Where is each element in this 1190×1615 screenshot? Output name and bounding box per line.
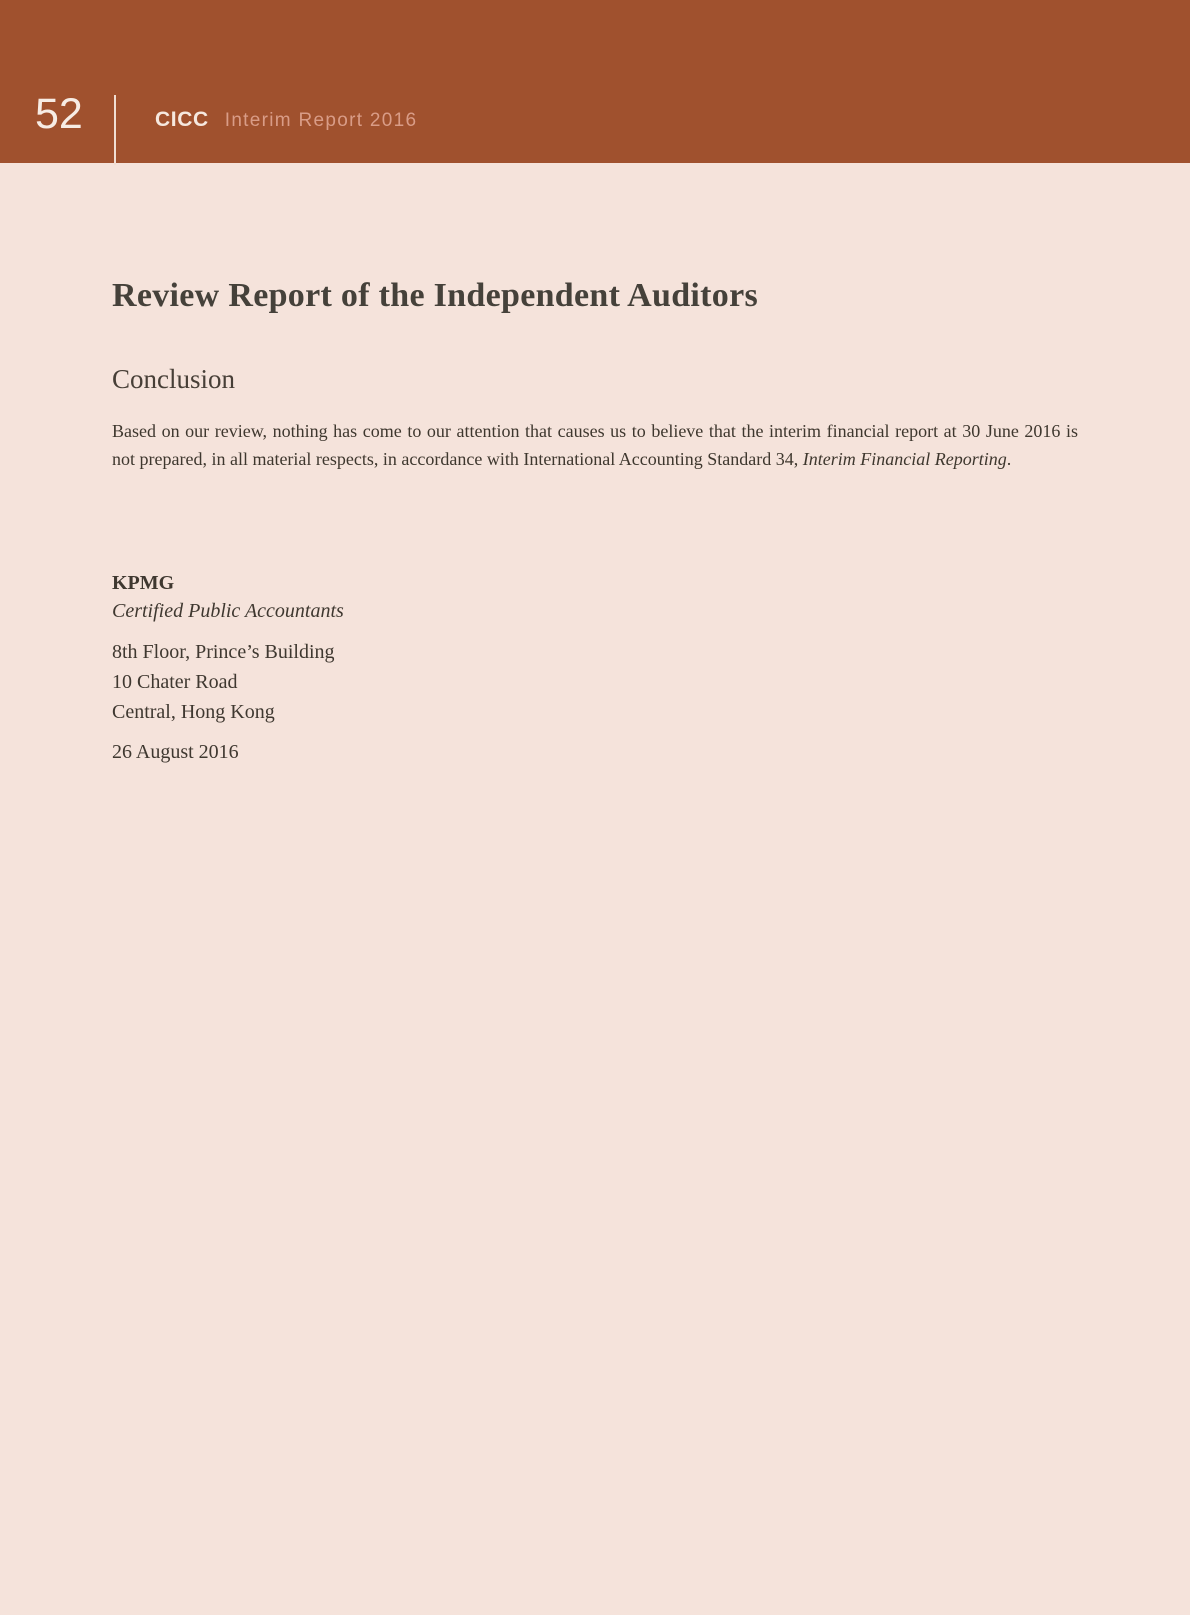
signature-block — [112, 569, 1078, 767]
address-line: 8th Floor, Prince’s Building — [112, 640, 335, 663]
auditor-address — [112, 637, 1078, 727]
report-date: 26 August 2016 — [112, 740, 239, 763]
brand-logo-text: CICC — [155, 108, 209, 131]
page-header — [0, 0, 1190, 163]
header-brand-row — [155, 108, 417, 132]
auditor-firm-name: KPMG — [112, 571, 175, 594]
conclusion-paragraph — [112, 417, 1078, 473]
address-line: Central, Hong Kong — [112, 700, 275, 723]
report-title: Interim Report 2016 — [224, 110, 418, 131]
page-number: 52 — [35, 90, 83, 138]
section-heading-conclusion: Conclusion — [112, 363, 236, 394]
conclusion-standard-name: Interim Financial Reporting — [802, 448, 1007, 469]
address-line: 10 Chater Road — [112, 670, 238, 693]
auditor-firm-role: Certified Public Accountants — [112, 599, 344, 622]
page-body — [0, 276, 1190, 767]
document-title: Review Report of the Independent Auditors — [112, 277, 759, 314]
conclusion-text-end: . — [1006, 448, 1012, 469]
header-divider — [114, 95, 116, 165]
conclusion-text: Based on our review, nothing has come to our attention that causes us to believe that the interim financial report at 30 June 2016 is not prepared, in all material respects, in accordance with International Accounting Standard 34, — [112, 420, 1078, 469]
